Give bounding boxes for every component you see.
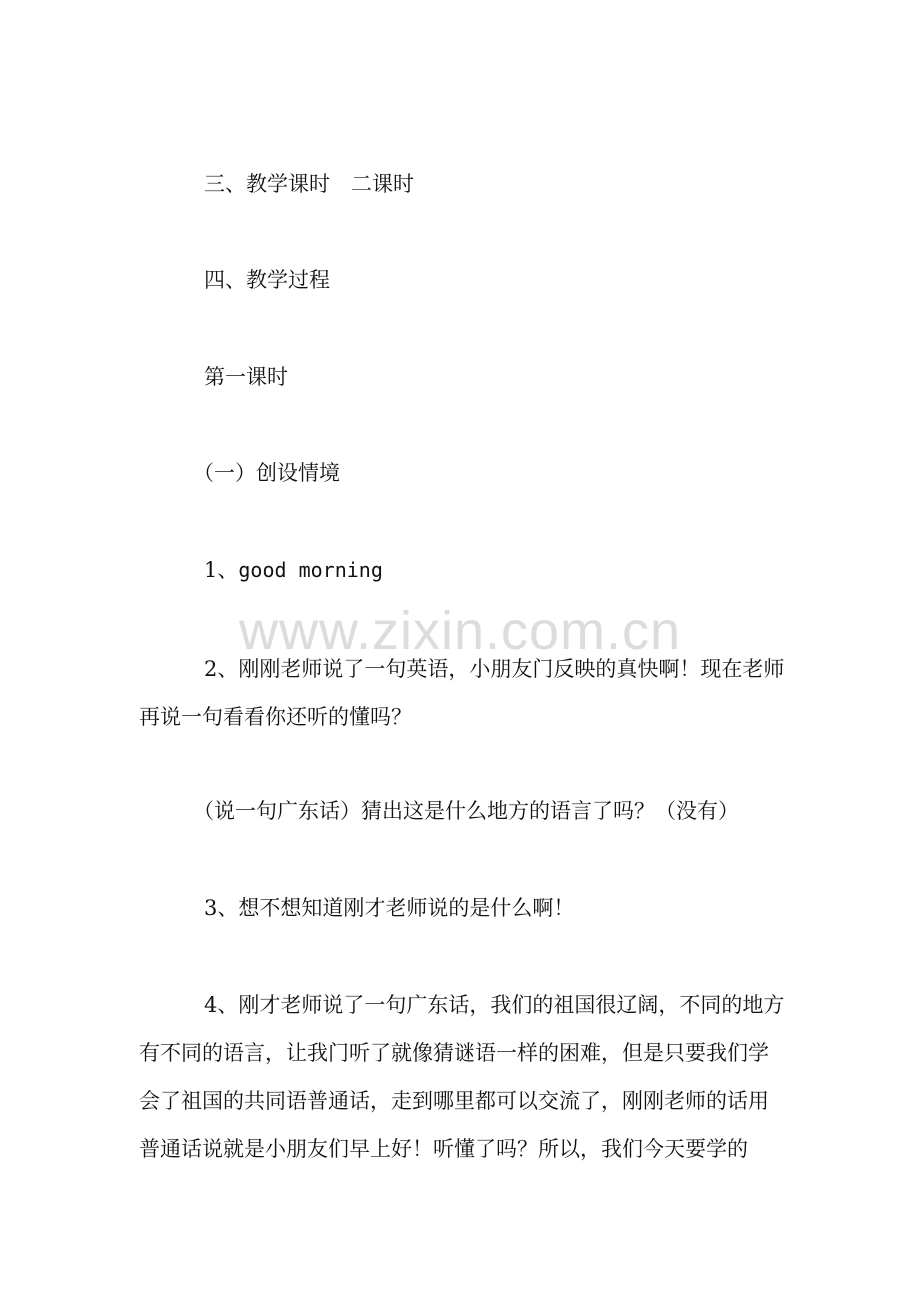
section-create-scenario: （一）创设情境 <box>193 461 340 485</box>
item-1-text: good morning <box>238 558 383 582</box>
item-4-text: 4、刚才老师说了一句广东话，我们的祖国很辽阔，不同的地方有不同的语言，让我门听了就像猜谜语一样的困难，但是只要我们学会了祖国的共同语普通话，走到哪里都可以交流了，刚刚老师的话用普通话说就是小朋友们早上好！听懂了吗？所以，我们今天要学的 <box>139 993 785 1161</box>
item-1 <box>0 546 920 594</box>
heading-teaching-hours: 三、教学课时 二课时 <box>204 172 414 196</box>
item-4-paragraph <box>139 981 789 1173</box>
item-2-paragraph <box>139 645 789 741</box>
heading-teaching-process: 四、教学过程 <box>204 268 330 292</box>
item-2-note: （说一句广东话）猜出这是什么地方的语言了吗？（没有） <box>193 799 739 823</box>
lesson-one-title: 第一课时 <box>204 365 288 389</box>
item-3: 3、想不想知道刚才老师说的是什么啊！ <box>204 896 575 920</box>
item-2-text: 2、刚刚老师说了一句英语，小朋友门反映的真快啊！现在老师再说一句看看你还听的懂吗？ <box>139 657 785 729</box>
item-1-prefix: 1、 <box>204 558 239 582</box>
watermark: www.zixin.com.cn <box>238 601 682 661</box>
